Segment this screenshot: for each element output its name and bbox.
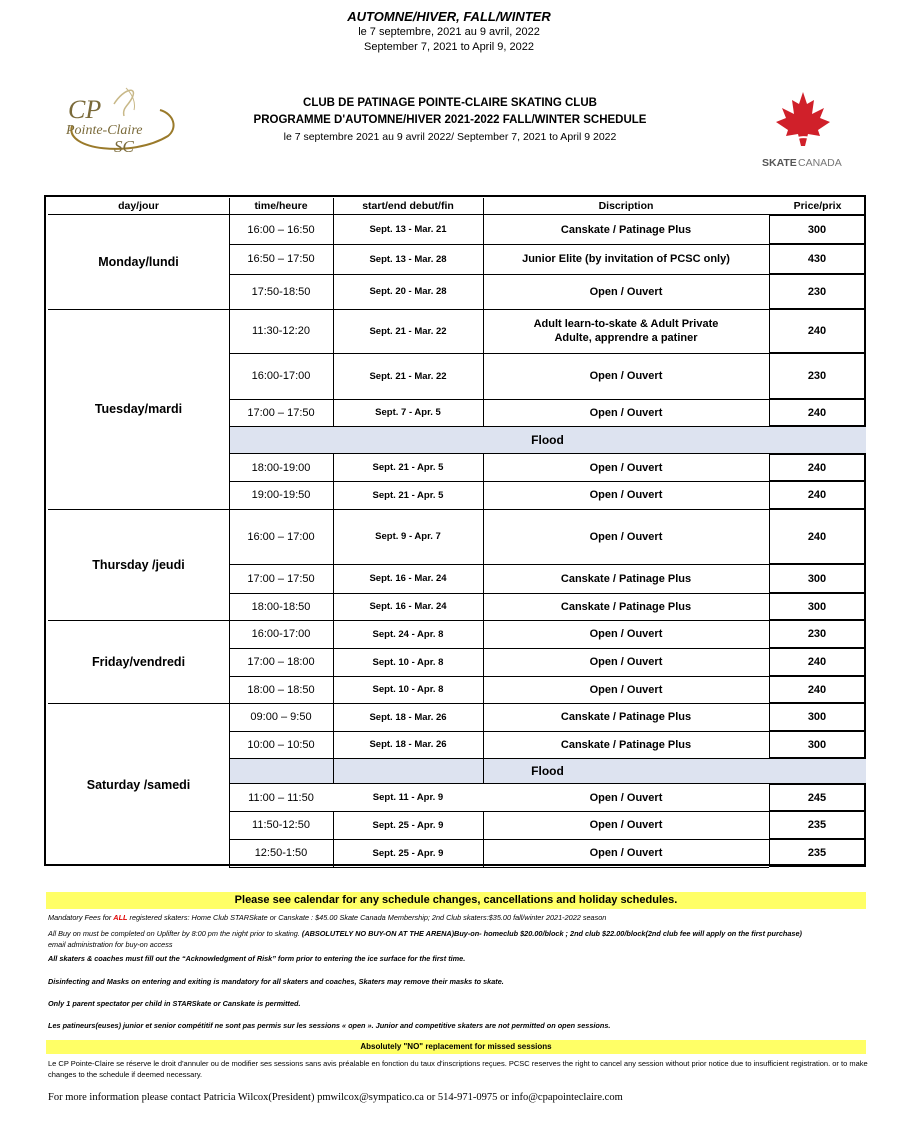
fees-note-post: registered skaters: Home Club STARSkate or Canskate : $45.00 Skate Canada Membership; 2nd Club skaters:$35.00 fall/winter 2021-2022 season	[127, 913, 607, 922]
price-cell: 240	[769, 309, 866, 353]
dates-cell: Sept. 10 - Apr. 8	[372, 656, 444, 668]
logo-pointe-claire-text: Pointe-Claire	[66, 123, 143, 138]
column-divider	[333, 198, 334, 426]
buyon-note-bold: (ABSOLUTELY NO BUY-ON AT THE ARENA)Buy-on- homeclub $20.00/block ; 2nd club $22.00/block(2nd club fee will apply on the first purchase)	[301, 929, 802, 938]
description-text: Open / Ouvert	[589, 489, 663, 501]
dates-cell: Sept. 13 - Mar. 28	[369, 253, 447, 265]
description-cell	[483, 703, 769, 731]
buyon-note-pre: All Buy on must be completed on Uplifter by 8:00 pm the night prior to skating.	[48, 929, 302, 938]
header-description: Discription	[598, 200, 654, 212]
cancellation-policy: Le CP Pointe-Claire se réserve le droit d'annuler ou de modifier ses sessions sans avis préalable en fonction du taux d'inscriptions reçues. PCSC reserves the right to cancel any session without prior notice due to insufficient registration. or to make changes to the schedule if deemed necessary.	[48, 1059, 868, 1079]
description-cell	[483, 731, 769, 758]
fees-note-pre: Mandatory Fees for	[48, 913, 114, 922]
price-cell: 240	[769, 454, 866, 481]
description-cell	[483, 274, 769, 309]
day-cell: Monday/lundi	[98, 255, 179, 269]
buyon-note	[48, 928, 868, 939]
time-cell: 17:50-18:50	[251, 285, 311, 298]
price-cell: 230	[769, 620, 866, 648]
description-cell	[483, 620, 769, 648]
price-cell: 245	[769, 784, 866, 811]
row-divider	[229, 867, 769, 868]
header-time: time/heure	[254, 200, 308, 212]
dates-cell: Sept. 20 - Mar. 28	[369, 286, 447, 297]
description-cell	[483, 509, 769, 564]
program-title: PROGRAMME D'AUTOMNE/HIVER 2021-2022 FALL/WINTER SCHEDULE	[253, 114, 647, 126]
header-price: Price/prix	[793, 200, 842, 212]
dates-cell: Sept. 21 - Mar. 22	[369, 325, 447, 337]
description-text: Canskate / Patinage Plus	[560, 572, 692, 585]
dates-cell: Sept. 7 - Apr. 5	[375, 407, 441, 418]
time-cell: 17:00 – 17:50	[247, 406, 315, 419]
club-logo	[52, 84, 182, 162]
description-text: Open / Ouvert	[589, 628, 663, 640]
time-cell: 16:00 – 17:00	[247, 530, 315, 543]
time-cell: 11:30-12:20	[252, 325, 310, 337]
season-dates-en: September 7, 2021 to April 9, 2022	[363, 41, 534, 53]
time-cell: 16:00 – 16:50	[247, 223, 315, 236]
column-divider	[483, 198, 484, 426]
dates-cell: Sept. 25 - Apr. 9	[372, 819, 444, 831]
club-name: CLUB DE PATINAGE POINTE-CLAIRE SKATING CLUB	[303, 97, 597, 109]
dates-cell: Sept. 11 - Apr. 9	[372, 792, 444, 803]
description-text: Canskate / Patinage Plus	[560, 600, 692, 613]
time-cell: 09:00 – 9:50	[250, 711, 312, 723]
header-dates: start/end debut/fin	[362, 200, 454, 212]
time-cell: 18:00-18:50	[251, 600, 311, 613]
description-text: Open / Ouvert	[589, 819, 663, 831]
price-cell: 300	[769, 215, 866, 244]
junior-note: Les patineurs(euses) junior et senior compétitif ne sont pas permis sur les sessions « open ». Junior and competitive skaters are not permitted on open sessions.	[48, 1021, 611, 1030]
dates-cell: Sept. 21 - Mar. 22	[369, 370, 447, 382]
day-column-divider	[229, 198, 230, 867]
time-cell: 11:50-12:50	[252, 819, 310, 831]
day-cell: Tuesday/mardi	[94, 402, 183, 416]
dates-cell: Sept. 24 - Apr. 8	[372, 628, 444, 640]
price-cell: 240	[769, 481, 866, 509]
skate-canada-logo	[758, 88, 848, 172]
description-text: Open / Ouvert	[589, 370, 663, 382]
program-dates: le 7 septembre 2021 au 9 avril 2022/ September 7, 2021 to April 9 2022	[283, 131, 617, 143]
description-cell	[483, 839, 769, 867]
column-divider	[333, 454, 334, 784]
description-cell	[483, 353, 769, 399]
price-cell: 300	[769, 731, 866, 758]
spectator-note: Only 1 parent spectator per child in STARSkate or Canskate is permitted.	[48, 999, 301, 1008]
description-cell	[483, 215, 769, 244]
maple-leaf-icon	[776, 92, 830, 146]
price-cell: 240	[769, 509, 866, 564]
description-cell	[483, 481, 769, 509]
description-text: Adult learn-to-skate & Adult Private	[533, 318, 719, 330]
price-cell: 235	[769, 811, 866, 839]
season-dates-fr: le 7 septembre, 2021 au 9 avril, 2022	[358, 26, 540, 38]
price-cell: 430	[769, 244, 866, 274]
description-cell	[483, 676, 769, 703]
price-cell: 300	[769, 564, 866, 593]
time-cell: 16:00-17:00	[251, 628, 311, 640]
description-text: Open / Ouvert	[589, 791, 663, 804]
day-cell: Thursday /jeudi	[92, 557, 185, 572]
dates-cell: Sept. 18 - Mar. 26	[369, 711, 447, 723]
time-cell: 12:50-1:50	[254, 847, 308, 859]
dates-cell: Sept. 16 - Mar. 24	[369, 601, 447, 612]
description-cell	[483, 309, 769, 353]
description-text: Canskate / Patinage Plus	[560, 223, 692, 236]
dates-cell: Sept. 16 - Mar. 24	[369, 573, 447, 584]
description-cell	[483, 564, 769, 593]
fees-note-all: ALL	[113, 913, 128, 922]
price-cell: 230	[769, 353, 866, 399]
club-heading	[230, 95, 670, 145]
no-replacement-notice: Absolutely "NO" replacement for missed sessions	[46, 1040, 866, 1054]
time-cell: 19:00-19:50	[251, 489, 311, 501]
description-text: Junior Elite (by invitation of PCSC only)	[522, 253, 730, 265]
logo-skate-text: SKATE	[762, 157, 797, 169]
schedule-table	[44, 195, 866, 866]
description-text: Open / Ouvert	[589, 847, 663, 859]
logo-canada-text: CANADA	[798, 157, 842, 169]
description-text: Open / Ouvert	[589, 656, 663, 668]
description-text: Canskate / Patinage Plus	[560, 738, 692, 751]
price-cell: 300	[769, 703, 866, 731]
risk-note: All skaters & coaches must fill out the “Acknowledgment of Risk” form prior to entering the ice surface for the first time.	[48, 954, 466, 963]
description-text: Open / Ouvert	[589, 285, 663, 298]
description-cell	[483, 784, 769, 811]
buyon-note-line2: email administration for buy-on access	[48, 940, 173, 949]
contact-info: For more information please contact Patricia Wilcox(President) pmwilcox@sympatico.ca or 514-971-0975 or info@cpapointeclaire.com	[48, 1092, 623, 1103]
logo-cp-text: CP	[68, 95, 102, 124]
time-cell: 17:00 – 18:00	[247, 656, 315, 668]
description-cell	[483, 648, 769, 676]
description-text-line2: Adulte, apprendre a patiner	[554, 332, 698, 344]
dates-cell: Sept. 25 - Apr. 9	[372, 847, 444, 859]
dates-cell: Sept. 10 - Apr. 8	[372, 684, 444, 695]
description-cell	[483, 244, 769, 274]
header-day: day/jour	[118, 200, 159, 212]
description-text: Canskate / Patinage Plus	[560, 711, 692, 723]
dates-cell: Sept. 13 - Mar. 21	[369, 224, 447, 235]
description-cell	[483, 593, 769, 620]
description-text: Open / Ouvert	[589, 406, 663, 419]
dates-cell: Sept. 18 - Mar. 26	[369, 739, 447, 750]
time-cell: 11:00 – 11:50	[248, 791, 314, 804]
price-cell: 235	[769, 839, 866, 867]
dates-cell: Sept. 9 - Apr. 7	[375, 531, 441, 542]
time-cell: 10:00 – 10:50	[247, 738, 315, 751]
description-cell	[483, 454, 769, 481]
flood-row: Flood	[229, 758, 866, 784]
time-cell: 18:00-19:00	[251, 461, 311, 474]
dates-cell: Sept. 21 - Apr. 5	[372, 489, 444, 501]
column-divider	[483, 454, 484, 784]
season-title: AUTOMNE/HIVER, FALL/WINTER	[347, 9, 551, 24]
day-cell: Saturday /samedi	[86, 778, 191, 792]
time-cell: 16:00-17:00	[251, 370, 311, 382]
description-text: Open / Ouvert	[589, 461, 663, 474]
column-divider	[333, 811, 334, 867]
description-cell	[483, 399, 769, 426]
time-cell: 16:50 – 17:50	[247, 253, 315, 265]
description-text: Open / Ouvert	[589, 683, 663, 696]
description-cell	[483, 811, 769, 839]
price-cell: 240	[769, 648, 866, 676]
time-cell: 18:00 – 18:50	[247, 683, 315, 696]
masks-note: Disinfecting and Masks on entering and exiting is mandatory for all skaters and coaches, Skaters may remove their masks to skate.	[48, 977, 504, 986]
time-cell: 17:00 – 17:50	[247, 572, 315, 585]
fees-note	[48, 912, 868, 923]
flood-row: Flood	[229, 426, 866, 454]
price-cell: 230	[769, 274, 866, 309]
description-text: Open / Ouvert	[589, 530, 663, 543]
price-cell: 240	[769, 676, 866, 703]
logo-sc-text: SC	[114, 137, 134, 156]
calendar-notice: Please see calendar for any schedule changes, cancellations and holiday schedules.	[46, 892, 866, 909]
price-cell: 300	[769, 593, 866, 620]
price-cell: 240	[769, 399, 866, 426]
column-divider	[483, 811, 484, 867]
dates-cell: Sept. 21 - Apr. 5	[372, 462, 444, 473]
day-cell: Friday/vendredi	[91, 654, 186, 669]
